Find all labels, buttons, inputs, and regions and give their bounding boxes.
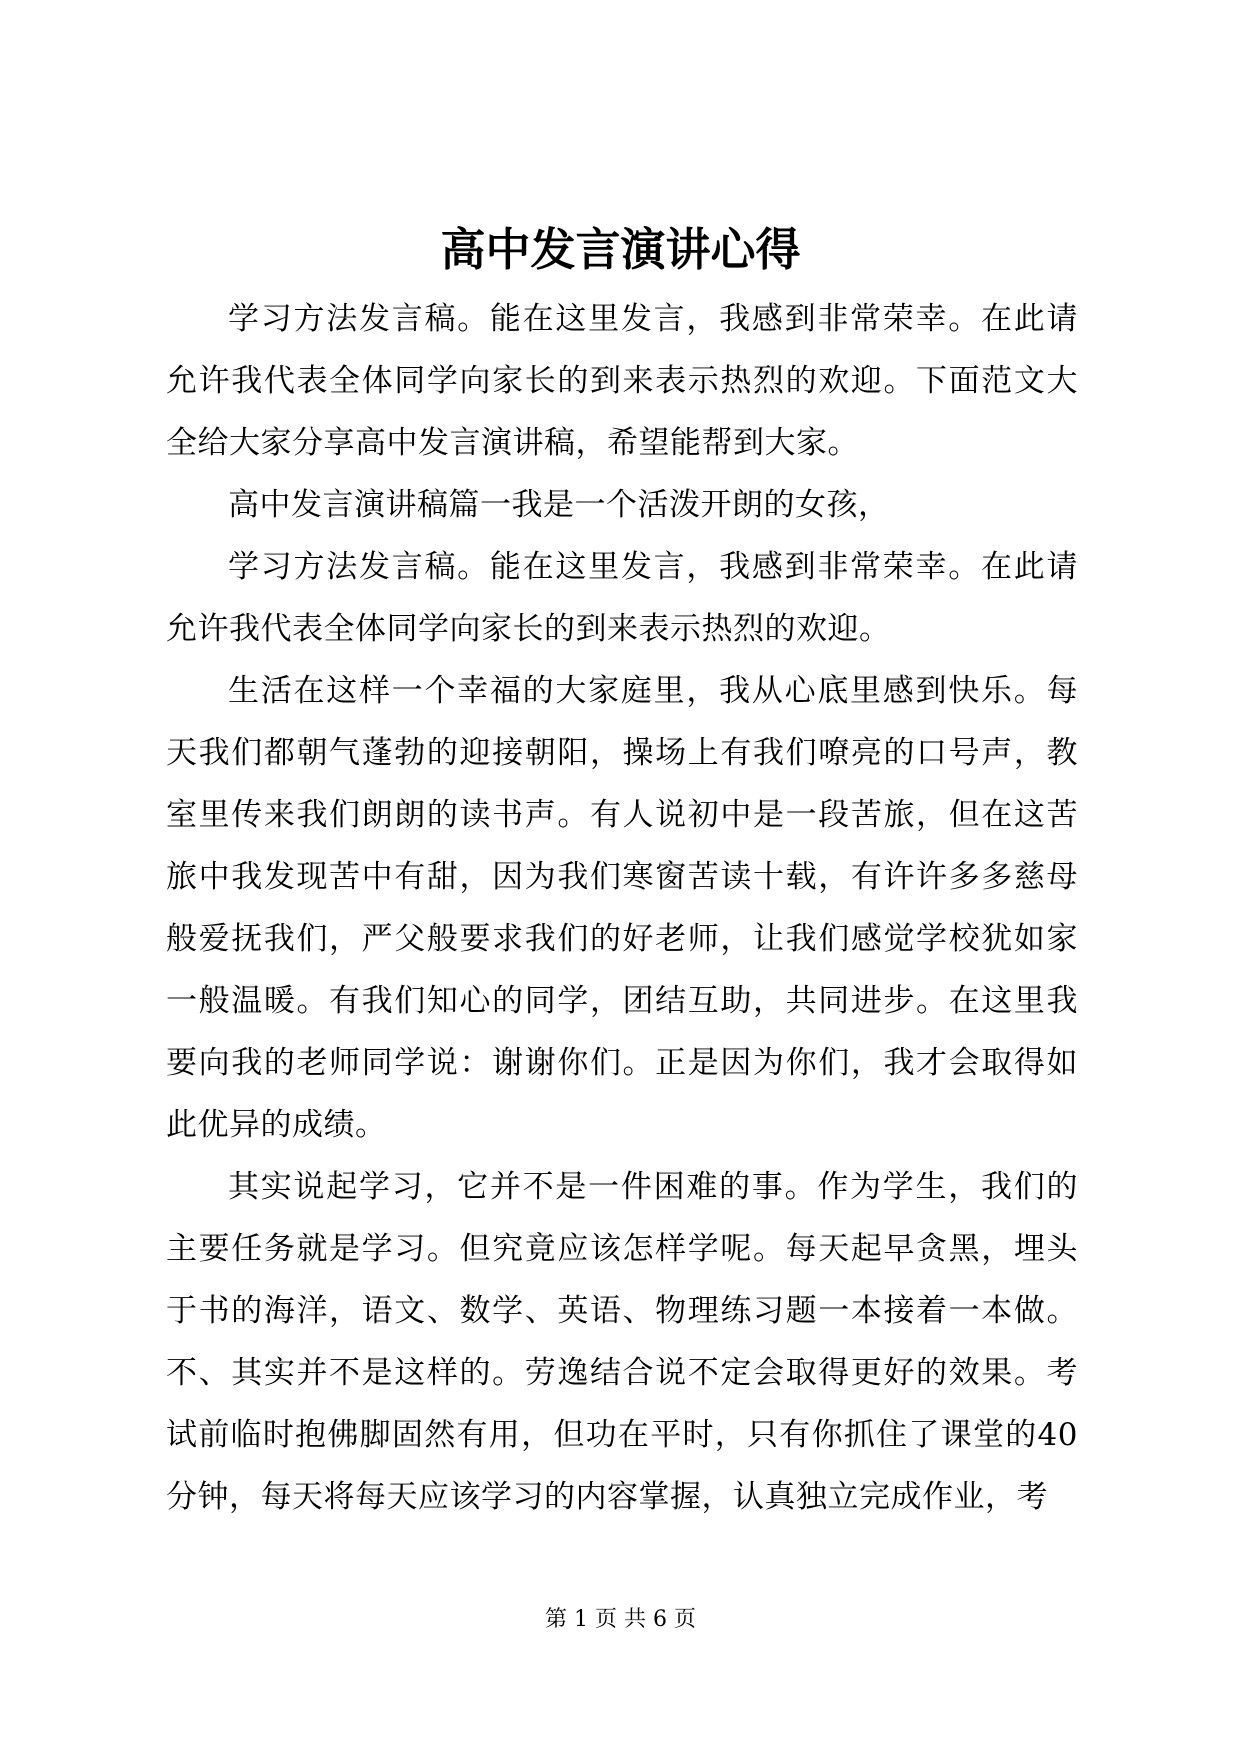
paragraph: 生活在这样一个幸福的大家庭里，我从心底里感到快乐。每天我们都朝气蓬勃的迎接朝阳，操场上有我们嘹亮的口号声，教室里传来我们朗朗的读书声。有人说初中是一段苦旅，但在这苦旅中我发现苦中有甜，因为我们寒窗苦读十载，有许许多多慈母般爱抚我们，严父般要求我们的好老师，让我们感觉学校犹如家一般温暖。有我们知心的同学，团结互助，共同进步。在这里我要向我的老师同学说：谢谢你们。正是因为你们，我才会取得如此优异的成绩。 [166, 673, 1078, 1143]
paragraph: 高中发言演讲稿篇一我是一个活泼开朗的女孩， [228, 487, 890, 523]
document-title: 高中发言演讲心得 [440, 223, 801, 276]
document-body [166, 288, 1078, 1528]
page-footer: 第 1 页 共 6 页 [545, 1607, 696, 1632]
paragraph: 其实说起学习，它并不是一件困难的事。作为学生，我们的主要任务就是学习。但究竟应该怎样学呢。每天起早贪黑，埋头于书的海洋，语文、数学、英语、物理练习题一本接着一本做。不、其实并不是这样的。劳逸结合说不定会取得更好的效果。考试前临时抱佛脚固然有用，但功在平时，只有你抓住了课堂的40分钟，每天将每天应该学习的内容掌握，认真独立完成作业，考 [166, 1169, 1078, 1515]
paragraph: 学习方法发言稿。能在这里发言，我感到非常荣幸。在此请允许我代表全体同学向家长的到来表示热烈的欢迎。下面范文大全给大家分享高中发言演讲稿，希望能帮到大家。 [166, 301, 1078, 461]
paragraph: 学习方法发言稿。能在这里发言，我感到非常荣幸。在此请允许我代表全体同学向家长的到来表示热烈的欢迎。 [166, 549, 1078, 647]
